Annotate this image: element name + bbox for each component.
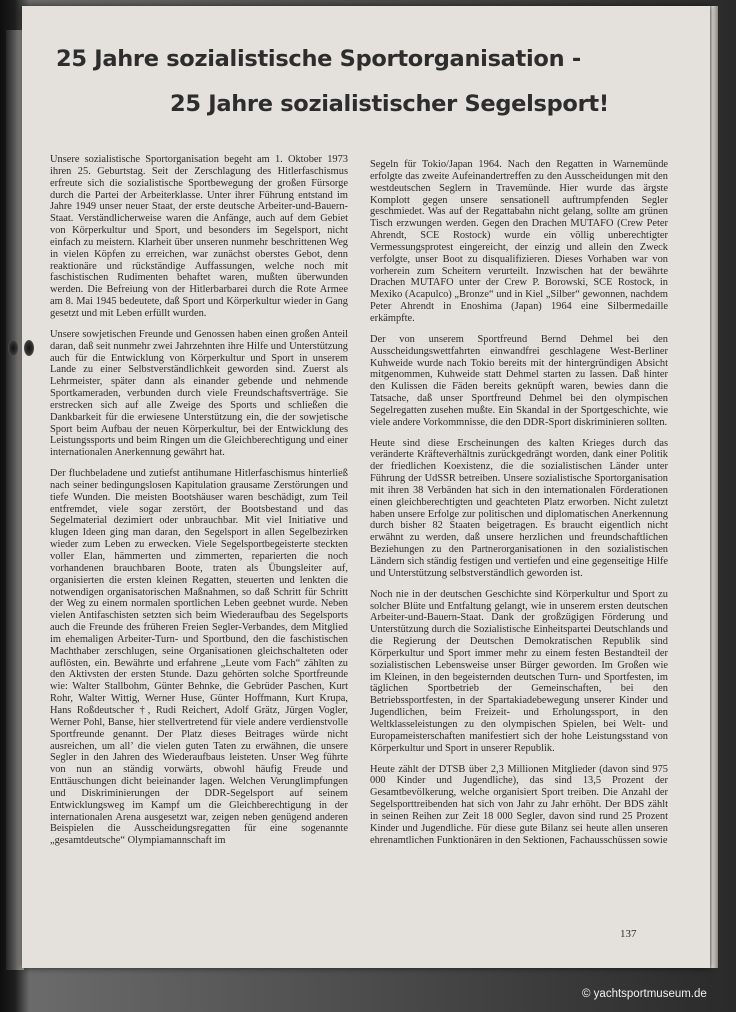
- punch-hole: [8, 340, 18, 356]
- page-number: 137: [620, 928, 637, 940]
- paragraph: Unsere sozialistische Sportorganisation begeht am 1. Oktober 1973 ihren 25. Geburtstag. Seit der Zerschlagung des Hitlerfaschismus erfreute sich die sozialistische Sportbewegung der großen Fürsorge durch die Partei der Arbeiterklasse. Unter ihrer Führung entstand im Jahre 1949 unser neuer Staat, der erste deutsche Arbeiter-und-Bauern-Staat. Verständlicherweise waren die Anfänge, auch auf dem Gebiet von Körperkultur und Sport, und besonders im Segelsport, nicht einfach zu meistern. Klarheit über unseren nunmehr beschrittenen Weg in vielen Köpfen zu erreichen, war zunächst oberstes Gebot, denn reaktionäre und rückständige Auffassungen, welche noch mit faschistischen Rudimenten behaftet waren, mußten überwunden werden. Die Befreiung von der Hitlerbarbarei durch die Rote Armee am 8. Mai 1945 bedeutete, daß Sport und Körperkultur wieder in Gang gesetzt und mit Leben erfüllt wurden.: [50, 154, 348, 319]
- paragraph: Heute sind diese Erscheinungen des kalten Krieges durch das veränderte Kräfteverhältnis zurückgedrängt worden, dank einer Politik der friedlichen Koexistenz, die die sozialistischen Länder unter Führung der UdSSR betreiben. Unsere sozialistische Sportorganisation mit ihren 38 Verbänden hat sich in den internationalen Förderationen einen gleichberechtigten und geachteten Platz erworben. Nicht zuletzt haben unsere Erfolge zur politischen und diplomatischen Anerkennung durch bisher 82 Staaten beigetragen. Es braucht eigentlich nicht erwähnt zu werden, daß unsere herzlichen und freundschaftlichen Beziehungen zu den Partnerorganisationen in den sozialistischen Ländern sich ständig festigen und vertiefen und eine gegenseitige Hilfe und Unterstützung selbstverständlich geworden ist.: [370, 437, 668, 579]
- paragraph: Der von unserem Sportfreund Bernd Dehmel bei den Ausscheidungswettfahrten einwandfrei geschlagene West-Berliner Kuhweide wurde nach Tokio bereits mit der hintergründigen Absicht mitgenommen, Kuhweide statt Dehmel starten zu lassen. Daß hinter den Kulissen die Fäden bereits geknüpft waren, bewies dann die Tatsache, daß unser Sportfreund Dehmel bei den olympischen Segelregatten zusehen mußte. Ein Skandal in der Sportgeschichte, wie viele andere Vorkommnisse, die den DDR-Sport diskriminieren sollten.: [370, 333, 668, 428]
- paragraph: Segeln für Tokio/Japan 1964. Nach den Regatten in Warnemünde erfolgte das zweite Aufeinandertreffen zu den Ausscheidungen mit den westdeutschen Seglern in Travemünde. Hier wurde das ärgste Komplott gegen unsere sensationell auftrumpfenden Segler geschmiedet. Was auf der Regattabahn nicht gelang, sollte am grünen Tisch erzwungen werden. Gegen den Drachen MUTAFO (Crew Peter Ahrendt, SCE Rostock) wurde ein völlig unberechtigter Vermessungsprotest eingereicht, der einzig und allein den Zweck verfolgte, unser Boot zu disqualifizieren. Dieses Vorhaben war von vorherein zum Scheitern verurteilt. Inzwischen hat der bewährte Drachen MUTAFO unter der Crew P. Borowski, SCE Rostock, in Mexiko (Acapulco) „Bronze“ und in Kiel „Silber“ gewonnen, nachdem Peter Ahrendt in Enoshima (Japan) 1964 eine Silbermedaille erkämpfte.: [370, 159, 668, 324]
- paragraph: Heute zählt der DTSB über 2,3 Millionen Mitglieder (davon sind 975 000 Kinder und Jugendliche), das sind 13,5 Prozent der Gesamtbevölkerung, welche organisiert Sport treiben. Die Anzahl der Segelsporttreibenden hat sich von Jahr zu Jahr erhöht. Der BDS zählt in seinen Reihen zur Zeit 18 000 Segler, davon sind rund 25 Prozent Kinder und Jugendliche. Für diese gute Bilanz sei heute allen unseren ehrenamtlichen Funktionären in den Sektionen, Fachausschüssen sowie: [370, 763, 668, 846]
- watermark: © yachtsportmuseum.de: [582, 988, 707, 1000]
- paragraph: Der fluchbeladene und zutiefst antihumane Hitlerfaschismus hinterließ nach seiner bedingungslosen Kapitulation grausame Zerstörungen und tiefe Wunden. Die meisten Bootshäuser waren beschädigt, zum Teil entfremdet, viele sogar zerstört, der Bootsbestand und das Segelmaterial dezimiert oder unbrauchbar. Mit viel Initiative und klugen Ideen ging man daran, den Segelsport in allen Segelbezirken wieder zum Leben zu erwecken. Viele Segelsportbegeisterte steckten voller Elan, hämmerten und zimmerten, reparierten die noch vorhandenen brauchbaren Boote, traten als Übungsleiter auf, organisierten die ersten kleinen Regatten, steuerten und lenkten die notwendigen organisatorischen Maßnahmen, so daß Schritt für Schritt der Weg zu einem normalen sportlichen Leben geebnet wurde. Neben vielen Antifaschisten setzten sich beim Wiederaufbau des Segelsports auch die Freunde des früheren Freien Segler-Verbandes, dem Mitglied im ehemaligen Arbeiter-Turn- und Sportbund, den die faschistischen Machthaber zerschlugen, seine Organisationen gleichschalteten oder auflösten, ein. Bewährte und erfahrene „Leute vom Fach“ zählten zu den Aktivsten der ersten Stunde. Dazu gehörten solche Sportfreunde wie: Walter Stallbohm, Günter Behnke, die Gebrüder Paschen, Kurt Rohr, Walter Wittig, Werner Huse, Günter Hoffmann, Kurt Krupa, Hans Roßdeutscher †, Rudi Reichert, Adolf Grätz, Jürgen Vogler, Werner Pohl, Banse, hier stellvertretend für viele andere verdienstvolle Sportfreunde genannt. Der Platz dieses Beitrages würde nicht ausreichen, um all’ die vielen guten Taten zu erwähnen, die unsere Segler in den Jahren des Wiederaufbaus leisteten. Unser Weg führte von nun an ständig vorwärts, obwohl häufig Freude und Enttäuschungen dicht beieinander lagen. Welchen Verunglimpfungen und Diskriminierungen der DDR-Segelsport auf seinem Entwicklungsweg im Kampf um die Gleichberechtigung in der internationalen Arena ausgesetzt war, zeigen neben genügend anderen Beispielen die Ausscheidungsregatten für eine sogenannte „gesamtdeutsche“ Olympiamannschaft im: [50, 468, 348, 847]
- left-column: [50, 154, 348, 856]
- right-column: [370, 159, 668, 855]
- paragraph: Noch nie in der deutschen Geschichte sind Körperkultur und Sport zu solcher Blüte und Entfaltung gelangt, wie in unserem ersten deutschen Arbeiter-und-Bauern-Staat. Dank der großzügigen Förderung und Unterstützung durch die Sozialistische Einheitspartei Deutschlands und die Regierung der Deutschen Demokratischen Republik sind Körperkultur und Sport immer mehr zu einem festen Bestandteil der sozialistischen Lebensweise unser Bürger geworden. Im Großen wie im Kleinen, in den begeisternden deutschen Turn- und Sportfesten, im täglichen Sportbetrieb der Gemeinschaften, bei den Betriebssportfesten, in der Spartakiadebewegung unserer Kinder und Jugendlichen, beim Freizeit- und Erholungssport, in den Weltklasseleistungen zu den olympischen Spielen, bei Welt- und Europameisterschaften manifestiert sich der hohe Leistungsstand von Körperkultur und Sport in unserer Republik.: [370, 588, 668, 754]
- article-title-line-1: 25 Jahre sozialistische Sportorganisation -: [56, 46, 581, 72]
- punch-hole: [24, 340, 34, 356]
- paragraph: Unsere sowjetischen Freunde und Genossen haben einen großen Anteil daran, daß seit nunmehr zwei Jahrzehnten ihre Hilfe und Unterstützung auch für die Entwicklung von Körperkultur und Sport in unserem Lande zu einer Selbstverständlichkeit geworden sind. Zuerst als Lehrmeister, später dann als einander gebende und nehmende Sportkameraden, verbunden durch viele Freundschaftsverträge. Sie erstrecken sich auf alle Zweige des Sports und schließen die Dankbarkeit für die erwiesene Unterstützung ein, die der sowjetische Sport beim Aufbau der neuen Körperkultur, bei der Entwicklung des Leistungssports und beim Ringen um die Gleichberechtigung und einer internationalen Anerkennung gewährt hat.: [50, 328, 348, 459]
- article-title-line-2: 25 Jahre sozialistischer Segelsport!: [170, 91, 609, 117]
